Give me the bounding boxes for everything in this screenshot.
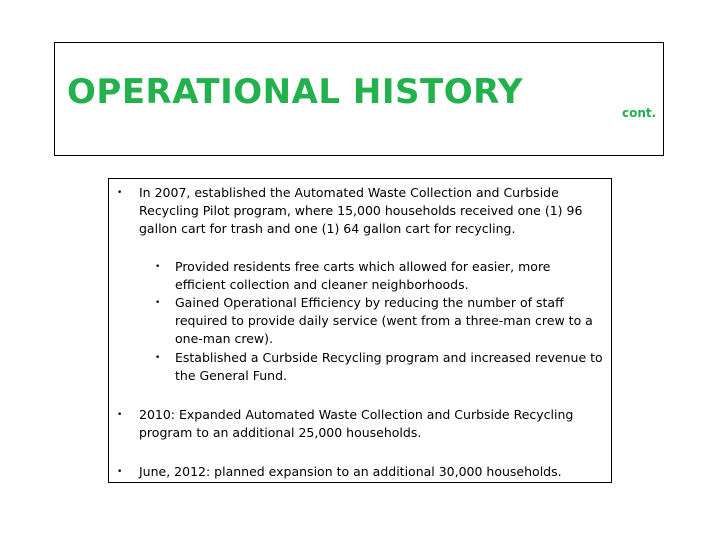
bullet-marker: •: [117, 188, 123, 198]
sub-bullet-marker: •: [155, 298, 161, 308]
bullet-marker: •: [117, 467, 123, 477]
sub-bullet-marker: •: [155, 353, 161, 363]
bullet-item-2010: 2010: Expanded Automated Waste Collection and Curbside Recycling program to an additional 25,000 households.: [139, 407, 574, 440]
sub-item-recycling: Established a Curbside Recycling program and increased revenue to the General Fund.: [175, 350, 603, 383]
sub-bullet-marker: •: [155, 262, 161, 272]
bullet-item-2012: June, 2012: planned expansion to an additional 30,000 households.: [139, 464, 562, 479]
title-box: [54, 42, 664, 156]
sub-item-efficiency: Gained Operational Efficiency by reducing the number of staff required to provide daily service (went from a three-man crew to a one-man crew).: [175, 295, 593, 346]
bullet-item-2007: In 2007, established the Automated Waste Collection and Curbside Recycling Pilot program, where 15,000 households received one (1) 96 gallon cart for trash and one (1) 64 gallon cart for recycling.: [139, 185, 583, 236]
sub-item-free-carts: Provided residents free carts which allowed for easier, more efficient collection and cleaner neighborhoods.: [175, 259, 551, 292]
title-suffix: cont.: [622, 106, 657, 120]
bullet-marker: •: [117, 410, 123, 420]
content-box: [108, 178, 612, 483]
page-title: OPERATIONAL HISTORY: [67, 72, 524, 112]
